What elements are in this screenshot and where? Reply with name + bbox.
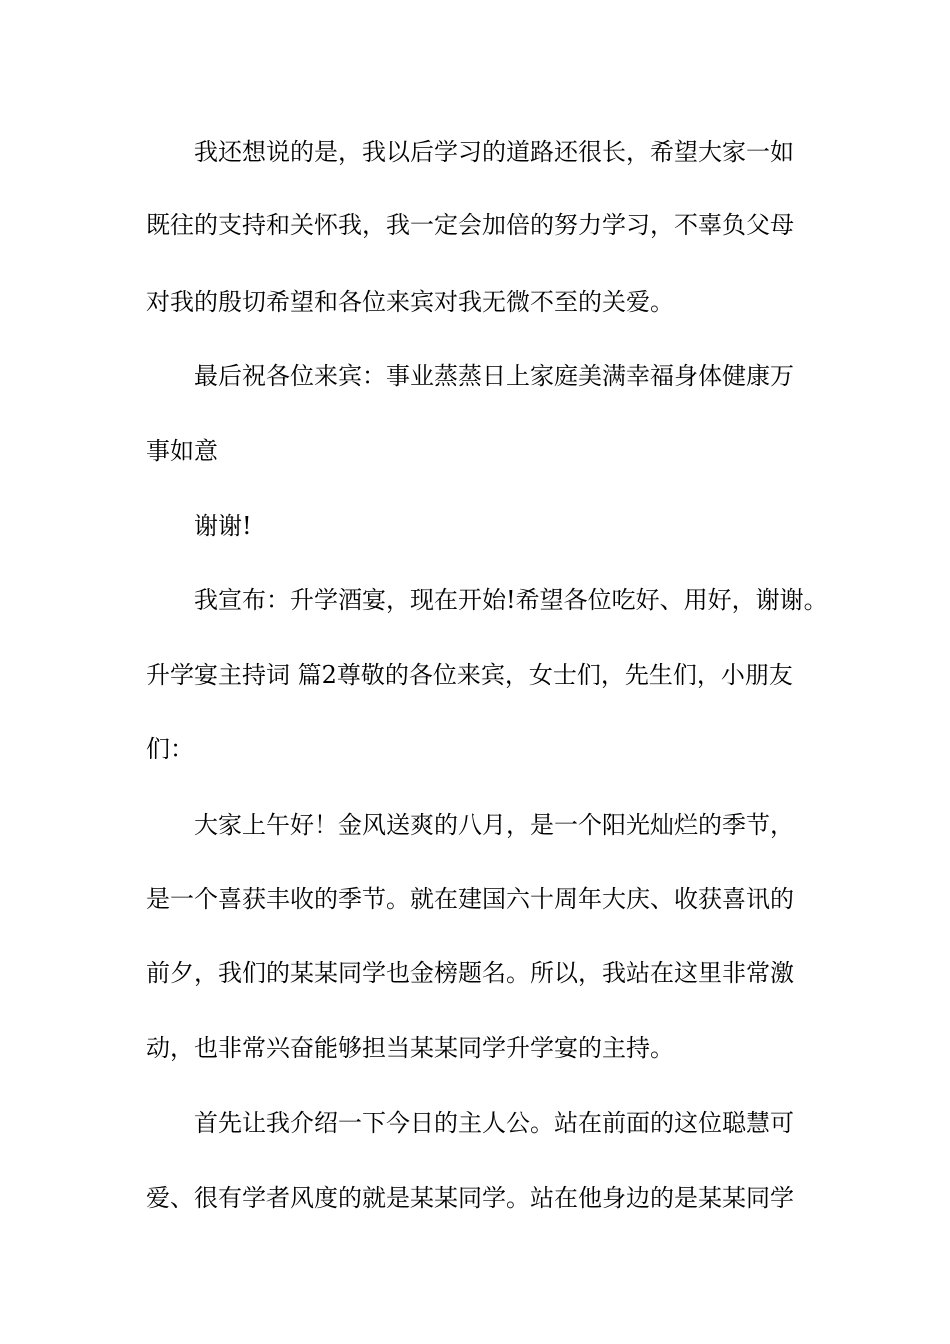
text-line-13: 动，也非常兴奋能够担当某某同学升学宴的主持。 [146, 1034, 674, 1062]
text-line-5: 事如意 [146, 437, 218, 465]
text-line-7: 我宣布：升学酒宴，现在开始!希望各位吃好、用好，谢谢。 [194, 586, 828, 614]
text-line-1: 我还想说的是，我以后学习的道路还很长，希望大家一如 [194, 138, 794, 166]
text-line-11: 是一个喜获丰收的季节。就在建国六十周年大庆、收获喜讯的 [146, 885, 794, 913]
text-line-14: 首先让我介绍一下今日的主人公。站在前面的这位聪慧可 [194, 1109, 794, 1137]
text-line-8: 升学宴主持词 篇2尊敬的各位来宾，女士们，先生们，小朋友 [146, 661, 793, 689]
text-line-10: 大家上午好！金风送爽的八月，是一个阳光灿烂的季节， [194, 811, 794, 839]
text-line-3: 对我的殷切希望和各位来宾对我无微不至的关爱。 [146, 288, 674, 316]
text-line-12: 前夕，我们的某某同学也金榜题名。所以，我站在这里非常激 [146, 959, 794, 987]
text-line-4: 最后祝各位来宾：事业蒸蒸日上家庭美满幸福身体健康万 [194, 362, 794, 390]
text-line-2: 既往的支持和关怀我，我一定会加倍的努力学习，不辜负父母 [146, 211, 794, 239]
text-line-15: 爱、很有学者风度的就是某某同学。站在他身边的是某某同学 [146, 1184, 794, 1212]
text-line-9: 们： [146, 735, 194, 763]
text-line-6: 谢谢! [194, 512, 252, 540]
